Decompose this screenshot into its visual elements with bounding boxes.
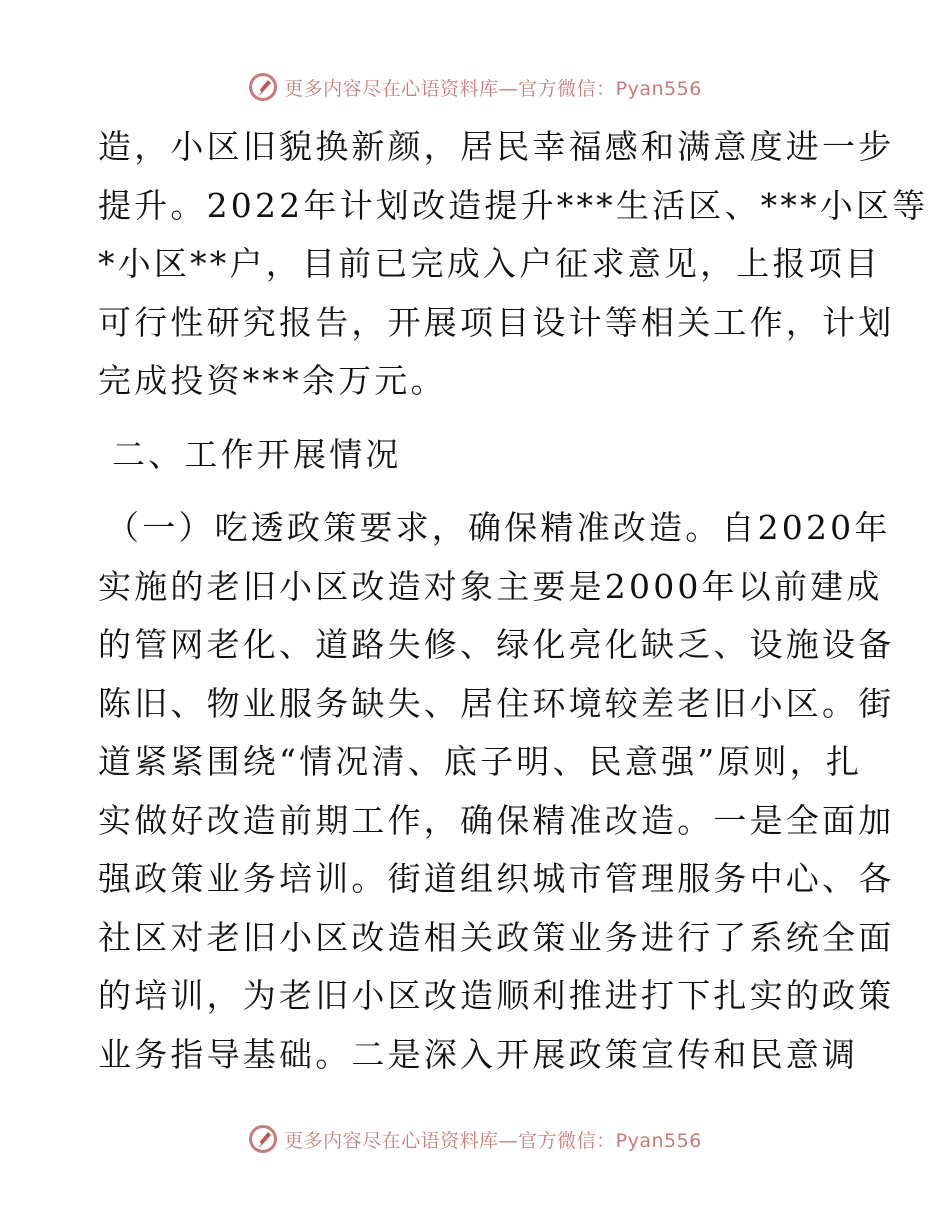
- text-line: 的管网老化、道路失修、绿化亮化缺乏、设施设备: [98, 625, 895, 664]
- pen-circle-logo-icon: [248, 1124, 278, 1154]
- text-line: 陈旧、物业服务缺失、居住环境较差老旧小区。街: [98, 683, 895, 723]
- text-line: 强政策业务培训。街道组织城市管理服务中心、各: [98, 859, 895, 898]
- text-line: *小区**户，目前已完成入户征求意见，上报项目: [98, 244, 882, 283]
- text-line: 造，小区旧貌换新颜，居民幸福感和满意度进一步: [98, 127, 895, 166]
- text-line: （一）吃透政策要求，确保精准改造。自2020年: [106, 508, 891, 547]
- text-line: 提升。2022年计划改造提升***生活区、***小区等: [98, 185, 929, 225]
- text-line: 实做好改造前期工作，确保精准改造。一是全面加: [98, 800, 895, 840]
- text-line: 完成投资***余万元。: [98, 361, 447, 400]
- text-line: 业务指导基础。二是深入开展政策宣传和民意调: [98, 1034, 859, 1074]
- watermark-text: 更多内容尽在心语资料库—官方微信：Pyan556: [284, 1129, 702, 1152]
- section-heading: 二、工作开展情况: [112, 434, 402, 474]
- text-line: 实施的老旧小区改造对象主要是2000年以前建成: [98, 566, 883, 606]
- text-line: 社区对老旧小区改造相关政策业务进行了系统全面: [98, 917, 895, 957]
- header-watermark: [0, 72, 950, 102]
- paragraph-policy: [98, 499, 895, 1084]
- pen-circle-logo-icon: [248, 72, 278, 102]
- paragraph-continuation: [98, 118, 929, 411]
- footer-watermark: [0, 1124, 950, 1154]
- text-line: 可行性研究报告，开展项目设计等相关工作，计划: [98, 302, 895, 342]
- text-line: 道紧紧围绕“情况清、底子明、民意强”原则，扎: [98, 742, 863, 781]
- watermark-text: 更多内容尽在心语资料库—官方微信：Pyan556: [284, 77, 702, 100]
- text-line: 的培训，为老旧小区改造顺利推进打下扎实的政策: [98, 976, 895, 1015]
- document-body: [98, 118, 929, 1084]
